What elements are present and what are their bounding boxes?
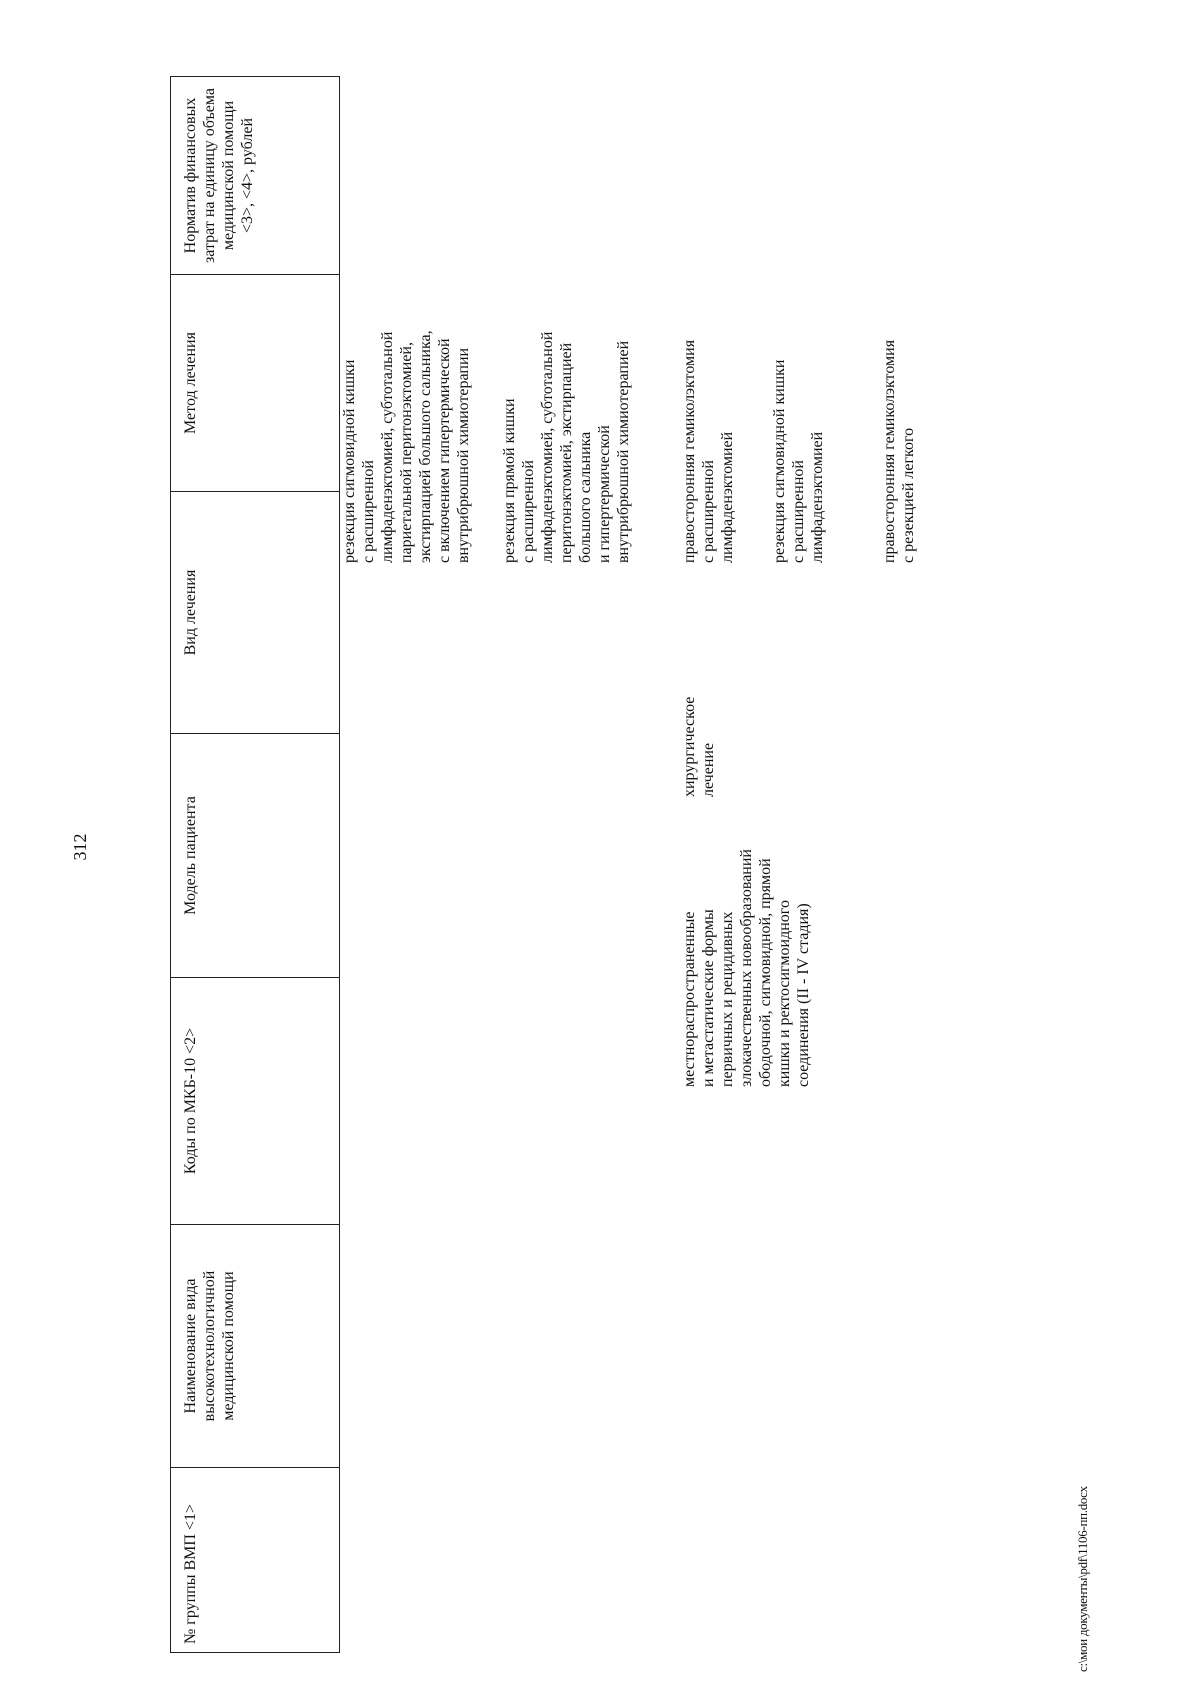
header-group-number: № группы ВМП <1>: [171, 1468, 340, 1653]
method-sigmoid-resection: резекция сигмовидной кишки с расширенной лимфаденэктомией: [771, 359, 826, 563]
header-treatment-type: Вид лечения: [171, 492, 340, 734]
header-icd10-codes: Коды по МКБ-10 <2>: [171, 978, 340, 1225]
header-treatment-method: Метод лечения: [171, 275, 340, 492]
table-header: [170, 76, 340, 1653]
patient-model-text: местнораспространенные и метастатические формы первичных и рецидивных злокачественных новообразований ободочной, сигмовидной, прямой кишки и ректосигмоидного соединения (II - IV стадия): [681, 849, 812, 1087]
page-number: 312: [70, 833, 90, 861]
header-patient-model: Модель пациента: [171, 734, 340, 978]
method-right-hemicolectomy: правосторонняя гемиколэктомия с расширенной лимфаденэктомией: [681, 339, 736, 563]
header-care-type-name: Наименование вида высокотехнологичной медицинской помощи: [171, 1225, 340, 1468]
method-sigmoid-resection-hipec: резекция сигмовидной кишки с расширенной лимфаденэктомией, субтотальной париетальной перитонэктомией, экстирпацией большого сальника, с включением гипертермической внутрибрюшной химиотерапии: [341, 330, 472, 563]
method-right-hemicolectomy-lung: правосторонняя гемиколэктомия с резекцией легкого: [881, 339, 917, 563]
treatment-type-text: хирургическое лечение: [681, 696, 717, 797]
footer-file-path: c:\мои документы\pdf\1106-пп.docx: [1075, 1486, 1090, 1672]
method-rectal-resection-hipec: резекция прямой кишки с расширенной лимфаденэктомией, субтотальной перитонэктомией, экстирпацией большого сальника и гипертермической внутрибрюшной химиотерапией: [501, 331, 632, 563]
header-row: [171, 77, 340, 1653]
header-cost-norm: Норматив финансовых затрат на единицу объема медицинской помощи <3>, <4>, рублей: [171, 77, 340, 275]
